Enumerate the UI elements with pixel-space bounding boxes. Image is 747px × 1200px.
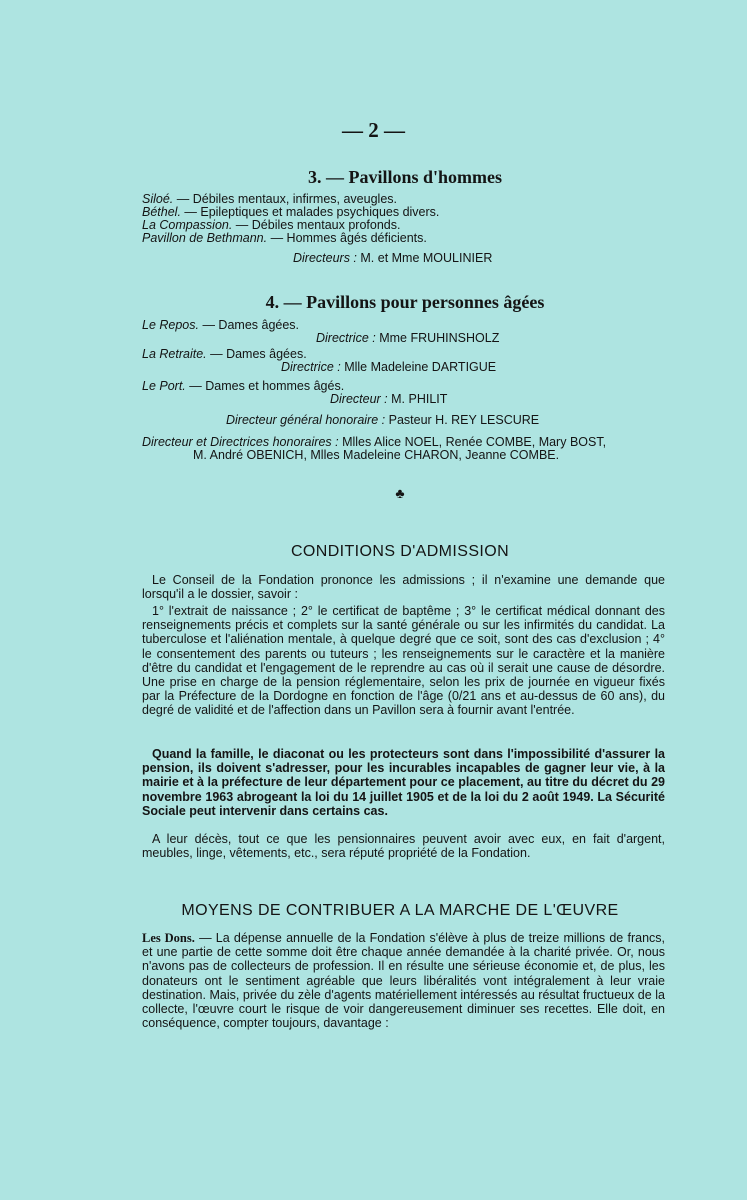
pavillon-retraite-director <box>281 360 496 374</box>
page-number: — 2 — <box>342 118 405 142</box>
admission-paragraph-2: 1° l'extrait de naissance ; 2° le certificat de baptême ; 3° le certificat médical donnant des renseignements précis et complets sur la santé générale ou sur les infirmités du candidat. La tuberculose et l'aliénation mentale, à quelque degré que ce soit, sont des cas d'exclusion ; 4° le consentement des parents ou tuteurs ; les renseignements sur le caractère et la manière d'être du candidat et l'engagement de le reprendre au cas où il serait une cause de désordre. Une prise en charge de la pension réglementaire, selon les prix de journée en vigueur fixés par la Préfecture de la Dordogne en fonction de l'âge (0/21 ans et au-dessus de 60 ans), du degré de validité et de l'affection dans un Pavillon sera à fournir avant l'entrée. <box>142 604 665 718</box>
pavillon-name: Le Repos. <box>142 318 199 332</box>
pavillon-desc: — Dames âgées. <box>206 347 307 361</box>
clover-ornament-icon: ♣ <box>395 485 405 501</box>
pavillon-bethmann <box>142 231 427 245</box>
honorary-directors-line-1 <box>142 435 606 449</box>
pavillon-port <box>142 379 344 393</box>
directors-name: M. et Mme MOULINIER <box>360 251 493 265</box>
pavillon-name: La Compassion. <box>142 218 233 232</box>
section-3-title: 3. — Pavillons d'hommes <box>307 167 503 187</box>
section-4-title: 4. — Pavillons pour personnes âgées <box>265 292 545 312</box>
moyens-paragraph-1 <box>142 931 665 1030</box>
honorary-label: Directeur général honoraire : <box>226 413 386 427</box>
honorary-directors-line-2: M. André OBENICH, Mlles Madeleine CHARON, Jeanne COMBE. <box>193 448 560 462</box>
pavillon-compassion <box>142 218 400 232</box>
dons-heading: Les Dons. <box>142 931 195 945</box>
admission-title: CONDITIONS D'ADMISSION <box>290 543 510 560</box>
pavillon-desc: — Epileptiques et malades psychiques divers. <box>180 205 440 219</box>
moyens-title: MOYENS DE CONTRIBUER A LA MARCHE DE L'ŒUVRE <box>181 902 619 919</box>
director-name: Mlle Madeleine DARTIGUE <box>344 360 497 374</box>
pavillon-repos-director <box>316 331 499 345</box>
pavillon-bethel <box>142 205 439 219</box>
director-role: Directeur : <box>330 392 388 406</box>
pavillon-desc: — Dames âgées. <box>198 318 300 332</box>
section-3-directors <box>293 251 492 265</box>
pavillon-desc: — Débiles mentaux, infirmes, aveugles. <box>173 192 397 206</box>
director-name: Mme FRUHINSHOLZ <box>379 331 500 345</box>
pavillon-name: Pavillon de Bethmann. <box>142 231 268 245</box>
director-role: Directrice : <box>316 331 376 345</box>
directors-label: Directeurs : <box>293 251 357 265</box>
pavillon-desc: — Hommes âgés déficients. <box>267 231 427 245</box>
honorary-directors-label: Directeur et Directrices honoraires : <box>142 435 339 449</box>
dons-text: — La dépense annuelle de la Fondation s'élève à plus de treize millions de francs, et une partie de cette somme doit être chaque année demandée à la charité privée. Or, nous n'avons pas de collecteurs de profession. Il en résulte une sérieuse économie et, de plus, les donateurs ont le sentiment agréable que leurs libéralités vont intégralement à leur vraie destination. Mais, privée du zèle d'agents matériellement intéressés au résultat fructueux de la collecte, l'œuvre court le risque de voir dangereusement diminuer ses recettes. Elle doit, en conséquence, compter toujours, davantage : <box>142 931 665 1031</box>
honorary-name: Pasteur H. REY LESCURE <box>388 413 540 427</box>
admission-paragraph-3: Quand la famille, le diaconat ou les protecteurs sont dans l'impossibilité d'assurer la pension, ils doivent s'adresser, pour les incurables incapables de gagner leur vie, à la mairie et à la préfecture de leur département pour ce placement, au titre du décret du 29 novembre 1963 abrogeant la loi du 14 juillet 1905 et de la loi du 2 août 1949. La Sécurité Sociale peut intervenir dans certains cas. <box>142 747 665 818</box>
director-role: Directrice : <box>281 360 341 374</box>
honorary-director-general <box>226 413 539 427</box>
pavillon-name: La Retraite. <box>142 347 207 361</box>
pavillon-repos <box>142 318 299 332</box>
pavillon-desc: — Débiles mentaux profonds. <box>232 218 401 232</box>
admission-paragraph-4: A leur décès, tout ce que les pensionnaires peuvent avoir avec eux, en fait d'argent, meubles, linge, vêtements, etc., sera réputé propriété de la Fondation. <box>142 832 665 861</box>
honorary-directors-names: Mlles Alice NOEL, Renée COMBE, Mary BOST, <box>342 435 607 449</box>
pavillon-name: Le Port. <box>142 379 186 393</box>
pavillon-desc: — Dames et hommes âgés. <box>185 379 345 393</box>
director-name: M. PHILIT <box>391 392 448 406</box>
pavillon-siloe <box>142 192 397 206</box>
pavillon-retraite <box>142 347 307 361</box>
admission-paragraph-1: Le Conseil de la Fondation prononce les admissions ; il n'examine une demande que lorsqu'il a le dossier, savoir : <box>142 573 665 602</box>
pavillon-name: Béthel. <box>142 205 181 219</box>
pavillon-port-director <box>330 392 447 406</box>
pavillon-name: Siloé. <box>142 192 174 206</box>
